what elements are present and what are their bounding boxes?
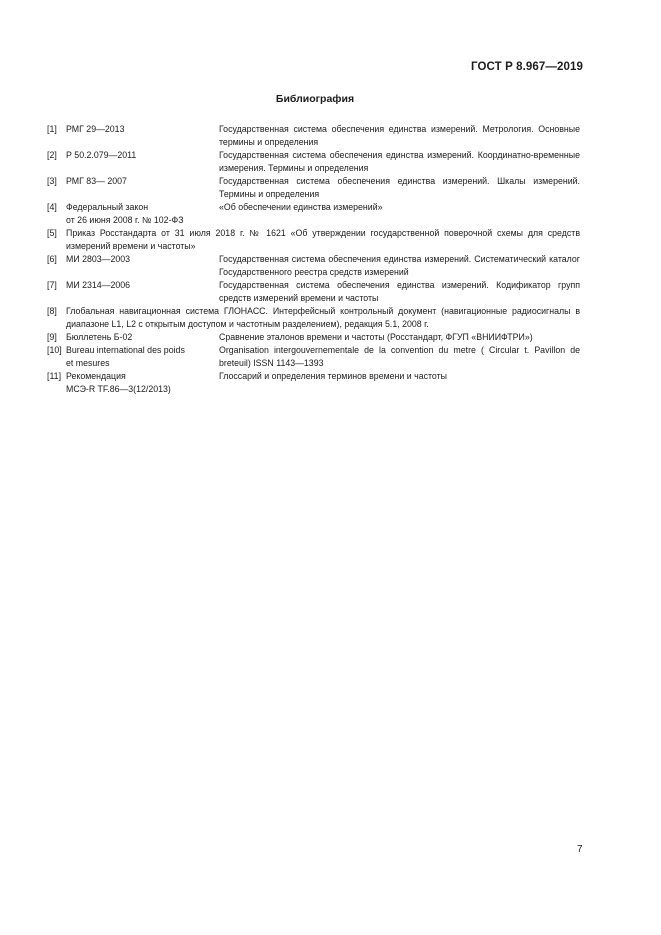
bibliography-list bbox=[47, 123, 580, 396]
entry-source-line: Р 50.2.079—2011 bbox=[66, 150, 137, 160]
entry-source bbox=[66, 279, 216, 292]
entry-title: Государственная система обеспечения единства измерений. Метрология. Основные термины и определения bbox=[219, 124, 580, 147]
entry-number: [11] bbox=[47, 371, 62, 381]
entry-source-line: РМГ 83— 2007 bbox=[66, 176, 127, 186]
entry-title: Сравнение эталонов времени и частоты (Росстандарт, ФГУП «ВНИИФТРИ») bbox=[219, 332, 533, 342]
entry-source bbox=[66, 370, 216, 396]
entry-title: Государственная система обеспечения единства измерений. Систематический каталог Государственного реестра средств измерений bbox=[219, 254, 580, 277]
entry-number: [2] bbox=[47, 150, 57, 160]
bibliography-entry bbox=[47, 227, 580, 253]
entry-number: [1] bbox=[47, 124, 57, 134]
document-code: ГОСТ Р 8.967—2019 bbox=[471, 61, 583, 73]
entry-title: Государственная система обеспечения единства измерений. Координатно-временные измерения. Термины и определения bbox=[219, 150, 580, 173]
bibliography-entry bbox=[47, 123, 580, 149]
entry-title: Глобальная навигационная система ГЛОНАСС. Интерфейсный контрольный документ (навигационные радиосигналы в диапазоне L1, L2 с открытым доступом и частотным разделением), редакция 5.1, 2008 г. bbox=[66, 306, 580, 329]
page-number: 7 bbox=[577, 844, 583, 855]
entry-title: Государственная система обеспечения единства измерений. Шкалы измерений. Термины и определения bbox=[219, 176, 580, 199]
bibliography-entry bbox=[47, 149, 580, 175]
entry-number: [5] bbox=[47, 228, 57, 238]
entry-source-line: et mesures bbox=[66, 358, 110, 368]
bibliography-entry bbox=[47, 331, 580, 344]
bibliography-entry bbox=[47, 253, 580, 279]
bibliography-entry bbox=[47, 279, 580, 305]
entry-source bbox=[66, 175, 216, 188]
bibliography-entry bbox=[47, 344, 580, 370]
bibliography-entry bbox=[47, 305, 580, 331]
entry-number: [6] bbox=[47, 254, 57, 264]
entry-source-line: МИ 2803—2003 bbox=[66, 254, 131, 264]
entry-title: Приказ Росстандарта от 31 июля 2018 г. № 1621 «Об утверждении государственной поверочной схемы для средств измерений времени и частоты» bbox=[66, 228, 580, 251]
entry-number: [9] bbox=[47, 332, 57, 342]
entry-source-line: Бюллетень Б-02 bbox=[66, 332, 133, 342]
entry-number: [7] bbox=[47, 280, 57, 290]
entry-source bbox=[66, 253, 216, 266]
entry-source-line: МСЭ-R TF.86—3(12/2013) bbox=[66, 384, 171, 394]
bibliography-entry bbox=[47, 175, 580, 201]
entry-title bbox=[219, 201, 580, 227]
entry-title: Государственная система обеспечения единства измерений. Кодификатор групп средств измерений времени и частоты bbox=[219, 280, 580, 303]
bibliography-entry bbox=[47, 201, 580, 227]
entry-source bbox=[66, 331, 216, 344]
entry-source-line: Bureau international des poids bbox=[66, 345, 185, 355]
entry-source bbox=[66, 201, 216, 227]
entry-source bbox=[66, 149, 216, 162]
entry-title: Organisation intergouvernementale de la convention du metre ( Circular t. Pavillon de breteuil) ISSN 1143—1393 bbox=[219, 345, 580, 368]
entry-source-line: Рекомендация bbox=[66, 371, 126, 381]
entry-source-line: МИ 2314—2006 bbox=[66, 280, 131, 290]
entry-title bbox=[219, 370, 580, 396]
entry-number: [4] bbox=[47, 202, 57, 212]
entry-title-text: «Об обеспечении единства измерений» bbox=[219, 202, 383, 212]
entry-source bbox=[66, 344, 216, 370]
entry-number: [8] bbox=[47, 306, 57, 316]
entry-number: [3] bbox=[47, 176, 57, 186]
bibliography-entry bbox=[47, 370, 580, 396]
entry-source bbox=[66, 123, 216, 136]
section-title: Библиография bbox=[275, 93, 355, 105]
entry-number: [10] bbox=[47, 345, 62, 355]
entry-source-line: Федеральный закон bbox=[66, 202, 149, 212]
entry-source-line: РМГ 29—2013 bbox=[66, 124, 125, 134]
entry-title-text: Глоссарий и определения терминов времени и частоты bbox=[219, 371, 447, 381]
entry-source-line: от 26 июня 2008 г. № 102-ФЗ bbox=[66, 215, 184, 225]
